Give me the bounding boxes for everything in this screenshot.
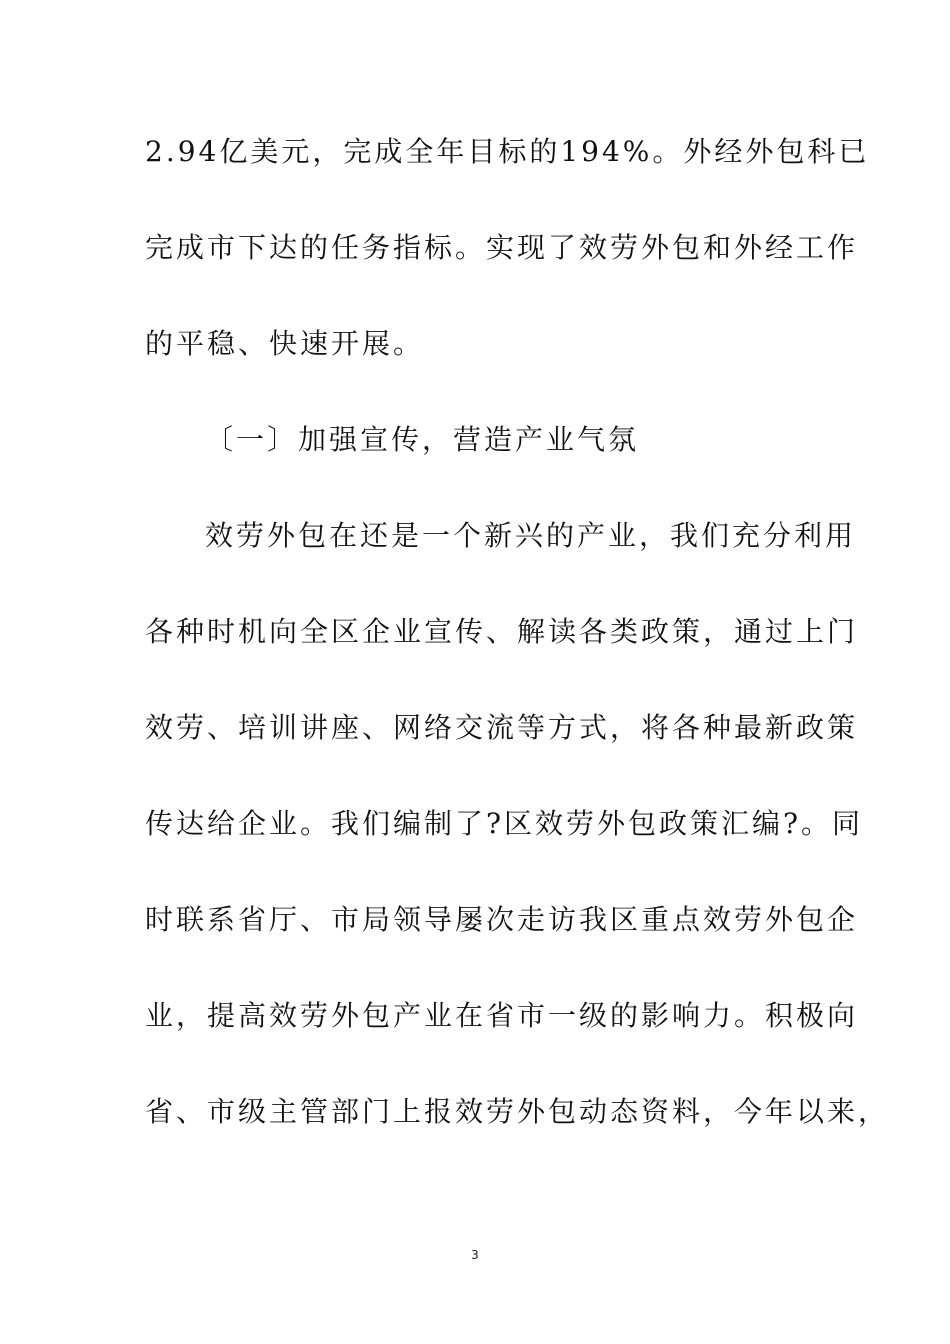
section-heading: 〔一〕加强宣传，营造产业气氛 [205,423,640,456]
paragraph-line-8: 传达给企业。我们编制了?区效劳外包政策汇编?。同 [145,807,864,840]
page-number: 3 [471,1248,479,1262]
paragraph-line-3: 的平稳、快速开展。 [145,327,425,360]
paragraph-line-11: 省、市级主管部门上报效劳外包动态资料，今年以来， [145,1095,890,1128]
paragraph-line-5: 效劳外包在还是一个新兴的产业，我们充分利用 [205,519,857,552]
paragraph-line-2: 完成市下达的任务指标。实现了效劳外包和外经工作 [145,231,859,264]
paragraph-line-10: 业，提高效劳外包产业在省市一级的影响力。积极向 [145,999,859,1032]
body-text [145,120,890,1176]
paragraph-line-6: 各种时机向全区企业宣传、解读各类政策，通过上门 [145,615,859,648]
paragraph-line-7: 效劳、培训讲座、网络交流等方式，将各种最新政策 [145,711,859,744]
paragraph-line-9: 时联系省厅、市局领导屡次走访我区重点效劳外包企 [145,903,859,936]
paragraph-line-1: 2.94亿美元，完成全年目标的194%。外经外包科已 [145,135,870,168]
